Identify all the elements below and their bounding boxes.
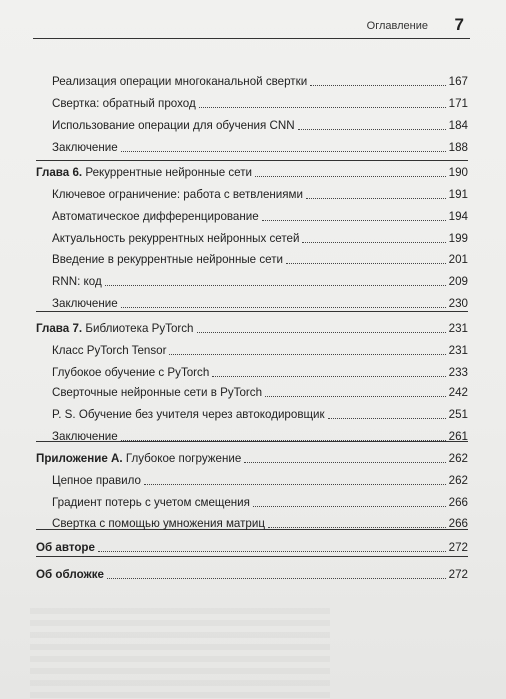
toc-entry-title: P. S. Обучение без учителя через автокодировщик — [52, 408, 325, 421]
toc-entry-label — [36, 568, 104, 582]
toc-section-entry — [36, 517, 468, 531]
toc-entry-label — [36, 275, 102, 289]
toc-entry-page: 199 — [448, 232, 468, 245]
toc-entry-title: Использование операции для обучения CNN — [52, 119, 295, 132]
toc-entry-label — [36, 297, 118, 311]
dot-leader — [121, 307, 446, 308]
toc-section-entry — [36, 75, 468, 89]
toc-entry-label — [36, 188, 303, 202]
toc-section-entry — [36, 474, 468, 488]
dot-leader — [144, 484, 446, 485]
toc-entry-page: 171 — [448, 97, 468, 110]
dot-leader — [253, 506, 446, 507]
toc-entry-page: 272 — [448, 541, 468, 554]
dot-leader — [199, 107, 446, 108]
dot-leader — [302, 242, 445, 243]
toc-section-entry — [36, 119, 468, 133]
toc-section-entry — [36, 253, 468, 267]
toc-entry-title: Заключение — [52, 297, 118, 310]
toc-entry-title: Заключение — [52, 430, 118, 443]
toc-entry-page: 194 — [448, 210, 468, 223]
toc-entry-page: 272 — [448, 568, 468, 581]
toc-section-entry — [36, 496, 468, 510]
dot-leader — [298, 129, 446, 130]
toc-entry-label — [36, 541, 95, 555]
dot-leader — [328, 418, 446, 419]
toc-entry-title: Заключение — [52, 141, 118, 154]
toc-top-entry — [36, 541, 468, 555]
toc-entry-label — [36, 430, 118, 444]
dot-leader — [121, 440, 446, 441]
toc-section-entry — [36, 408, 468, 422]
toc-entry-prefix: Глава 6. — [36, 166, 83, 179]
toc-entry-page: 242 — [448, 386, 468, 399]
toc-top-entry — [36, 568, 468, 582]
toc-entry-page: 201 — [448, 253, 468, 266]
toc-section-entry — [36, 430, 468, 444]
toc-entry-page: 167 — [448, 75, 468, 88]
dot-leader — [255, 176, 446, 177]
toc-entry-page: 233 — [448, 366, 468, 379]
toc-section-entry — [36, 366, 468, 380]
dot-leader — [310, 85, 445, 86]
toc-entry-prefix: Глава 7. — [36, 322, 83, 335]
toc-section-entry — [36, 386, 468, 400]
section-divider — [36, 556, 468, 557]
dot-leader — [262, 220, 446, 221]
toc-section-entry — [36, 275, 468, 289]
toc-entry-title: Свертка с помощью умножения матриц — [52, 517, 265, 530]
dot-leader — [212, 376, 445, 377]
toc-entry-title: Градиент потерь с учетом смещения — [52, 496, 250, 509]
toc-section-entry — [36, 297, 468, 311]
dot-leader — [244, 462, 445, 463]
toc-entry-label — [36, 344, 166, 358]
toc-chapter-entry — [36, 166, 468, 180]
chapter-divider — [36, 160, 468, 161]
toc-chapter-entry — [36, 452, 468, 466]
dot-leader — [107, 578, 446, 579]
toc-entry-page: 262 — [448, 474, 468, 487]
toc-entry-page: 230 — [448, 297, 468, 310]
toc-entry-page: 188 — [448, 141, 468, 154]
toc-entry-label — [36, 253, 283, 267]
toc-entry-page: 190 — [448, 166, 468, 179]
toc-entry-label — [36, 408, 325, 422]
toc-section-entry — [36, 210, 468, 224]
toc-entry-page: 231 — [448, 344, 468, 357]
toc-entry-title: Об обложке — [36, 568, 104, 581]
toc-entry-label — [36, 322, 194, 336]
dot-leader — [265, 396, 446, 397]
toc-entry-label — [36, 496, 250, 510]
toc-entry-title: Свертка: обратный проход — [52, 97, 196, 110]
toc-entry-title: Глубокое обучение с PyTorch — [52, 366, 210, 379]
toc-entry-label — [36, 517, 265, 531]
toc-entry-page: 209 — [448, 275, 468, 288]
toc-entry-page: 191 — [448, 188, 468, 201]
toc-entry-title: Глубокое погружение — [125, 452, 242, 465]
toc-section-entry — [36, 344, 468, 358]
toc-entry-label — [36, 119, 295, 133]
toc-section-entry — [36, 141, 468, 155]
toc-entry-page: 231 — [448, 322, 468, 335]
running-header-title: Оглавление — [366, 20, 428, 32]
show-through-texture — [30, 608, 330, 698]
toc-chapter-entry — [36, 322, 468, 336]
toc-entry-label — [36, 141, 118, 155]
toc-entry-title: Класс PyTorch Tensor — [52, 344, 167, 357]
dot-leader — [268, 527, 446, 528]
toc-section-entry — [36, 188, 468, 202]
dot-leader — [197, 332, 446, 333]
dot-leader — [105, 285, 446, 286]
toc-entry-page: 266 — [448, 496, 468, 509]
running-header — [33, 14, 470, 39]
toc-entry-page: 261 — [448, 430, 468, 443]
toc-entry-title: Введение в рекуррентные нейронные сети — [52, 253, 283, 266]
toc-entry-title: Рекуррентные нейронные сети — [85, 166, 253, 179]
toc-entry-title: Реализация операции многоканальной свертки — [52, 75, 308, 88]
toc-entry-page: 184 — [448, 119, 468, 132]
toc-entry-title: Автоматическое дифференцирование — [52, 210, 259, 223]
page-number: 7 — [454, 15, 464, 34]
toc-entry-title: RNN: код — [52, 275, 102, 288]
toc-entry-label — [36, 452, 241, 466]
chapter-divider — [36, 311, 468, 312]
toc-entry-title: Ключевое ограничение: работа с ветвлениями — [52, 188, 304, 201]
toc-section-entry — [36, 97, 468, 111]
toc-entry-label — [36, 366, 209, 380]
toc-entry-label — [36, 210, 259, 224]
toc-entry-page: 262 — [448, 452, 468, 465]
toc-section-entry — [36, 232, 468, 246]
toc-entry-page: 251 — [448, 408, 468, 421]
toc-entry-prefix: Приложение А. — [36, 452, 123, 465]
toc-entry-label — [36, 386, 262, 400]
toc-entry-title: Цепное правило — [52, 474, 141, 487]
toc-entry-title: Библиотека PyTorch — [85, 322, 194, 335]
toc-entry-label — [36, 97, 196, 111]
toc-entry-label — [36, 474, 141, 488]
toc-entry-title: Об авторе — [36, 541, 95, 554]
toc-entry-label — [36, 232, 299, 246]
toc-entry-label — [36, 166, 252, 180]
toc-entry-label — [36, 75, 307, 89]
dot-leader — [121, 151, 446, 152]
dot-leader — [306, 198, 446, 199]
dot-leader — [98, 551, 446, 552]
dot-leader — [286, 263, 446, 264]
toc-entry-title: Актуальность рекуррентных нейронных сетей — [52, 232, 300, 245]
dot-leader — [169, 354, 445, 355]
toc-entry-title: Сверточные нейронные сети в PyTorch — [52, 386, 263, 399]
toc-entry-page: 266 — [448, 517, 468, 530]
